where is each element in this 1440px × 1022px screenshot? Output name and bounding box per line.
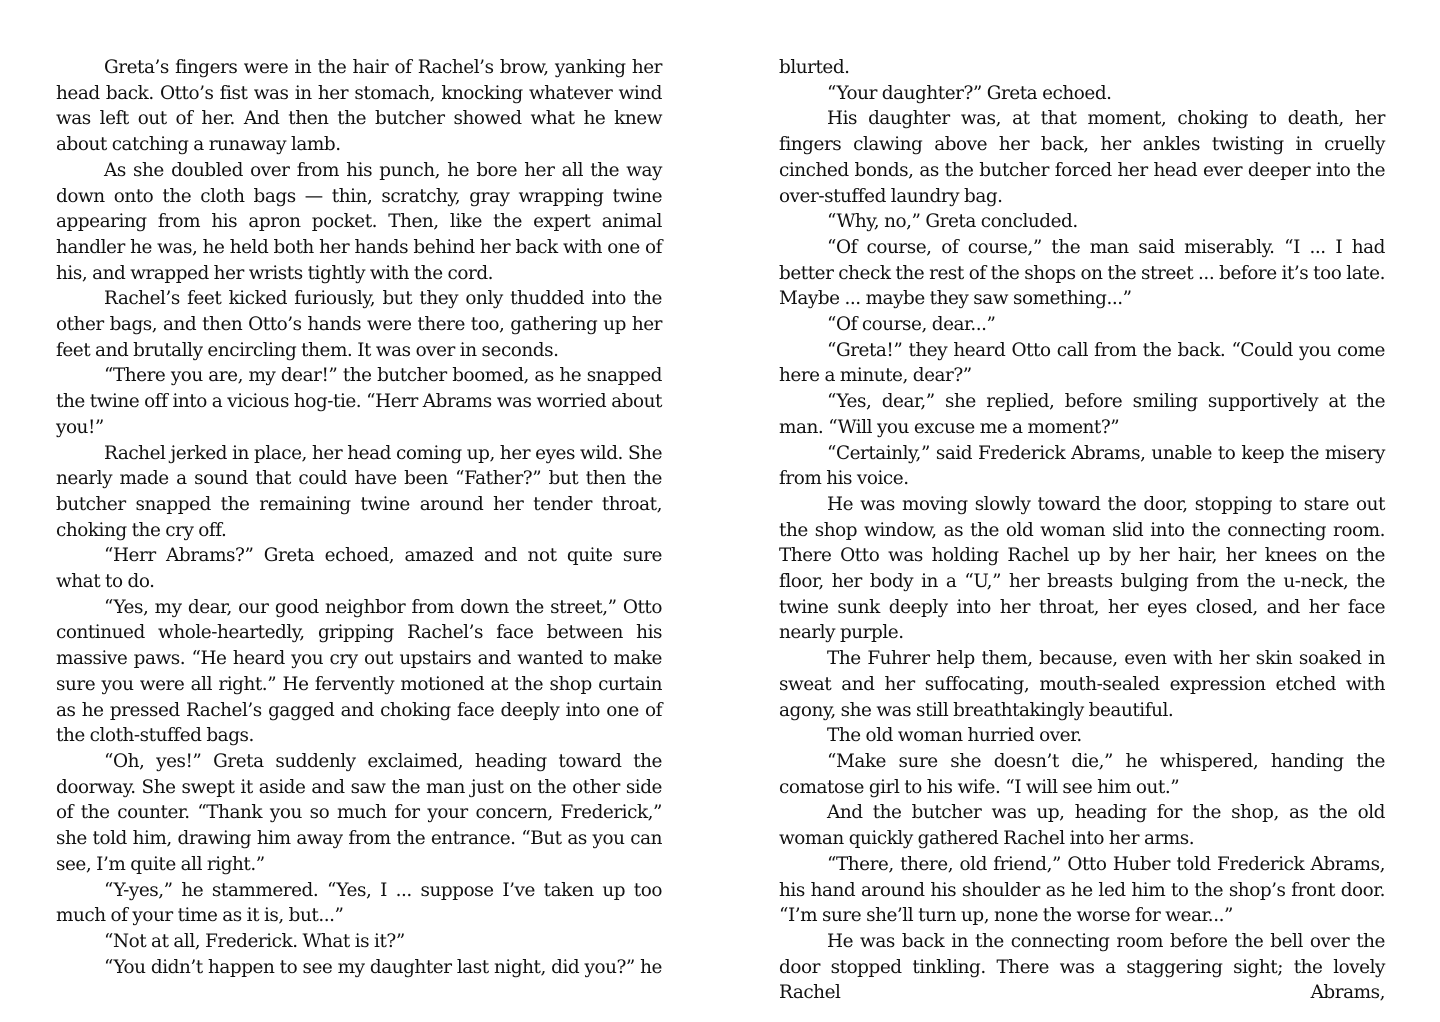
paragraph: “Yes, my dear, our good neighbor from down the street,” Otto continued whole-heartedly, gripping Rachel’s face between his massive paws. “He heard you cry out upstairs and wanted to make sure you were all right.” He fervently motioned at the shop curtain as he pressed Rachel’s gagged and choking face deeply into one of the cloth-stuffed bags.: [56, 596, 662, 747]
paragraph: “Oh, yes!” Greta suddenly exclaimed, heading toward the doorway. She swept it aside and saw the man just on the other side of the counter. “Thank you so much for your concern, Frederick,” she told him, drawing him away from the entrance. “But as you can see, I’m quite all right.”: [56, 750, 662, 875]
paragraph: His daughter was, at that moment, choking to death, her fingers clawing above her back, her ankles twisting in cruelly cinched bonds, as the butcher forced her head ever deeper into the over-stuffed laundry bag.: [779, 108, 1385, 207]
paragraph: “Your daughter?” Greta echoed.: [827, 82, 1112, 104]
paragraph: “Of course, dear...”: [827, 314, 996, 336]
paragraph-continued-next-page: He was back in the connecting room before the bell over the door stopped tinkling. There was a staggering sight; the lovely Rachel Abrams,: [779, 930, 1385, 1004]
paragraph: “Of course, of course,” the man said miserably. “I ... I had better check the rest of the shops on the street ... before it’s too late. Maybe ... maybe they saw something...”: [779, 236, 1385, 310]
paragraph: The old woman hurried over.: [827, 725, 1082, 747]
paragraph: “Greta!” they heard Otto call from the back. “Could you come here a minute, dear?”: [779, 339, 1385, 387]
left-page: [56, 55, 662, 980]
paragraph: “Certainly,” said Frederick Abrams, unable to keep the misery from his voice.: [779, 442, 1385, 490]
paragraph: And the butcher was up, heading for the shop, as the old woman quickly gathered Rachel into her arms.: [779, 802, 1385, 850]
right-page: [779, 55, 1385, 1006]
paragraph: “Herr Abrams?” Greta echoed, amazed and not quite sure what to do.: [56, 545, 662, 593]
paragraph: “Y-yes,” he stammered. “Yes, I ... suppose I’ve taken up too much of your time as it is, but...”: [56, 879, 662, 927]
paragraph: “Make sure she doesn’t die,” he whispered, handing the comatose girl to his wife. “I will see him out.”: [779, 750, 1385, 798]
paragraph: “There, there, old friend,” Otto Huber told Frederick Abrams, his hand around his shoulder as he led him to the shop’s front door. “I’m sure she’ll turn up, none the worse for wear...”: [779, 853, 1385, 927]
paragraph: As she doubled over from his punch, he bore her all the way down onto the cloth bags — thin, scratchy, gray wrapping twine appearing from his apron pocket. Then, like the expert animal handler he was, he held both her hands behind her back with one of his, and wrapped her wrists tightly with the cord.: [56, 159, 662, 284]
paragraph: Rachel’s feet kicked furiously, but they only thudded into the other bags, and then Otto’s hands were there too, gathering up her feet and brutally encircling them. It was over in seconds.: [56, 288, 662, 361]
paragraph-continued-next-page: “You didn’t happen to see my daughter last night, did you?” he: [104, 956, 662, 978]
paragraph: He was moving slowly toward the door, stopping to stare out the shop window, as the old woman slid into the connecting room. There Otto was holding Rachel up by her hair, her knees on the floor, her body in a “U,” her breasts bulging from the u-neck, the twine sunk deeply into her throat, her eyes closed, and her face nearly purple.: [779, 493, 1385, 644]
paragraph-continued-from-previous-page: blurted.: [779, 57, 850, 78]
paragraph: “There you are, my dear!” the butcher boomed, as he snapped the twine off into a vicious hog-tie. “Herr Abrams was worried about you!”: [56, 365, 662, 438]
paragraph: “Not at all, Frederick. What is it?”: [104, 930, 405, 952]
paragraph: The Fuhrer help them, because, even with her skin soaked in sweat and her suffocating, mouth-sealed expression etched with agony, she was still breathtakingly beautiful.: [779, 648, 1385, 721]
paragraph: “Yes, dear,” she replied, before smiling supportively at the man. “Will you excuse me a moment?”: [779, 391, 1385, 438]
paragraph: Rachel jerked in place, her head coming up, her eyes wild. She nearly made a sound that could have been “Father?” but then the butcher snapped the remaining twine around her tender throat, choking the cry off.: [56, 442, 662, 541]
paragraph: “Why, no,” Greta concluded.: [827, 211, 1078, 233]
paragraph: Greta’s fingers were in the hair of Rachel’s brow, yanking her head back. Otto’s fist was in her stomach, knocking whatever wind was left out of her. And then the butcher showed what he knew about catching a runaway lamb.: [56, 57, 662, 156]
